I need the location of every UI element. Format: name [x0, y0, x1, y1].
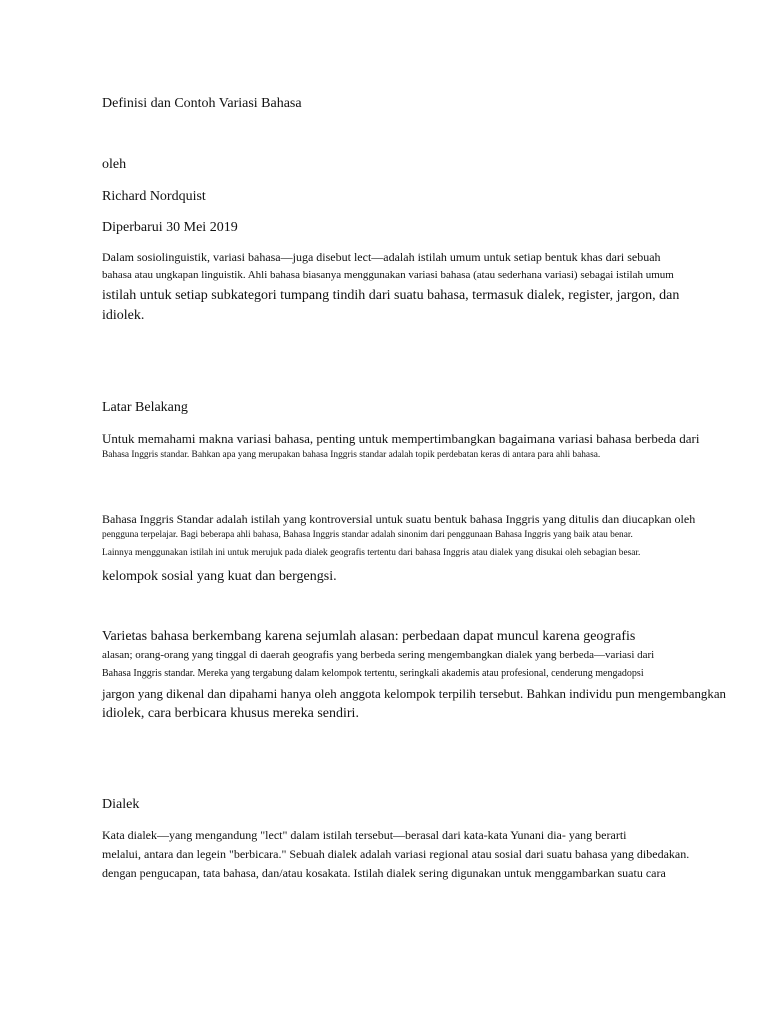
- background-p1-line: Untuk memahami makna variasi bahasa, penting untuk mempertimbangkan bagaimana variasi bahasa berbeda dari: [102, 431, 700, 446]
- background-p3-line: alasan; orang-orang yang tinggal di daerah geografis yang berbeda sering mengembangkan dialek yang berbeda—variasi dari: [102, 649, 655, 661]
- author-name: Richard Nordquist: [102, 189, 206, 204]
- intro-line: Dalam sosiolinguistik, variasi bahasa—juga disebut lect—adalah istilah umum untuk setiap bentuk khas dari sebuah: [102, 250, 661, 264]
- background-p2-line: pengguna terpelajar. Bagi beberapa ahli bahasa, Bahasa Inggris standar adalah sinonim dari penggunaan Bahasa Inggris yang baik atau benar.: [102, 530, 633, 540]
- background-p2-line: kelompok sosial yang kuat dan bergengsi.: [102, 569, 337, 584]
- dialect-p1-line: dengan pengucapan, tata bahasa, dan/atau kosakata. Istilah dialek sering digunakan untuk menggambarkan suatu cara: [102, 866, 666, 880]
- dialect-p1-line: melalui, antara dan legein "berbicara." Sebuah dialek adalah variasi regional atau sosial dari suatu bahasa yang dibedakan.: [102, 847, 690, 861]
- background-p1-line: Bahasa Inggris standar. Bahkan apa yang merupakan bahasa Inggris standar adalah topik perdebatan keras di antara para ahli bahasa.: [102, 450, 601, 460]
- background-p2-line: Bahasa Inggris Standar adalah istilah yang kontroversial untuk suatu bentuk bahasa Inggris yang ditulis dan diucapkan oleh: [102, 512, 696, 526]
- byline-label: oleh: [102, 157, 127, 172]
- background-p3-line: idiolek, cara berbicara khusus mereka sendiri.: [102, 706, 359, 721]
- background-p3-line: Varietas bahasa berkembang karena sejumlah alasan: perbedaan dapat muncul karena geografis: [102, 629, 636, 644]
- updated-date: Diperbarui 30 Mei 2019: [102, 220, 238, 235]
- intro-line: idiolek.: [102, 308, 145, 323]
- intro-line: bahasa atau ungkapan linguistik. Ahli bahasa biasanya menggunakan variasi bahasa (atau sederhana variasi) sebagai istilah umum: [102, 269, 674, 281]
- background-p2-line: Lainnya menggunakan istilah ini untuk merujuk pada dialek geografis tertentu dari bahasa Inggris atau dialek yang disukai oleh sebagian besar.: [102, 548, 641, 558]
- intro-line: istilah untuk setiap subkategori tumpang tindih dari suatu bahasa, termasuk dialek, register, jargon, dan: [102, 288, 680, 303]
- background-p3-line: jargon yang dikenal dan dipahami hanya oleh anggota kelompok terpilih tersebut. Bahkan individu pun mengembangkan: [102, 686, 726, 701]
- section-heading-dialect: Dialek: [102, 797, 140, 812]
- section-heading-background: Latar Belakang: [102, 400, 188, 415]
- dialect-p1-line: Kata dialek—yang mengandung "lect" dalam istilah tersebut—berasal dari kata-kata Yunani dia- yang berarti: [102, 828, 627, 842]
- background-p3-line: Bahasa Inggris standar. Mereka yang tergabung dalam kelompok tertentu, seringkali akademis atau profesional, cenderung mengadopsi: [102, 668, 644, 679]
- document-title: Definisi dan Contoh Variasi Bahasa: [102, 96, 302, 111]
